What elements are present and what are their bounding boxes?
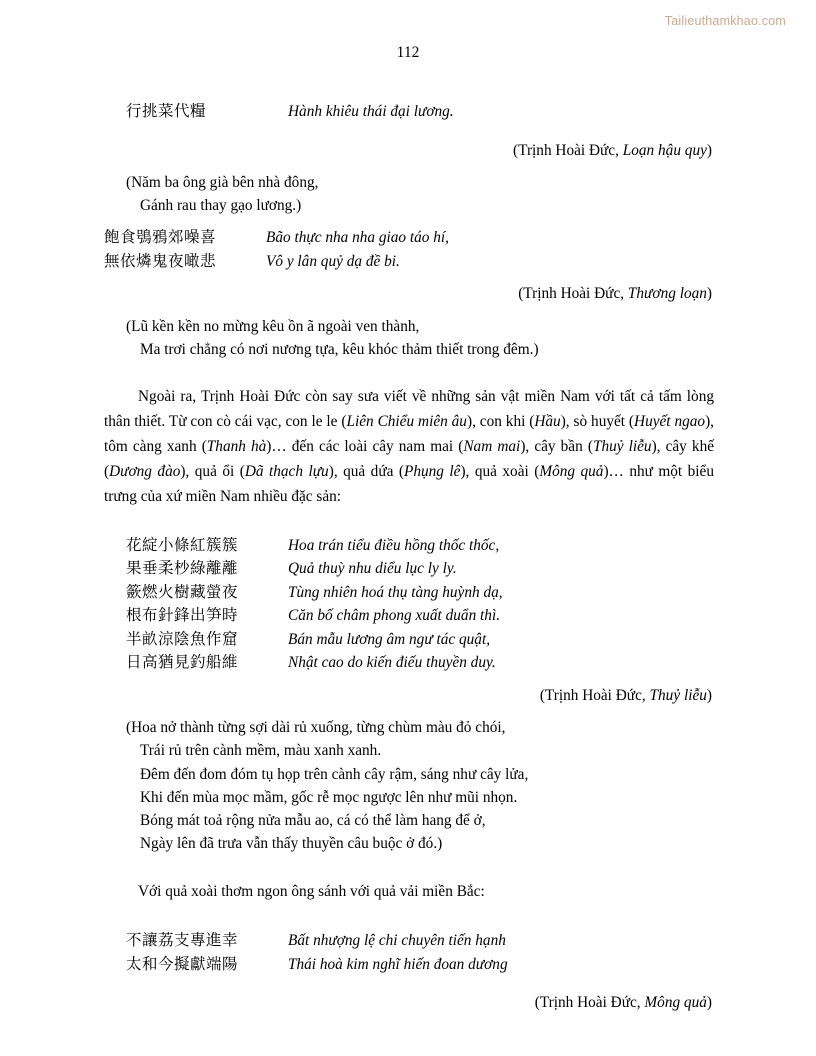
para-italic: Mông quả — [539, 462, 604, 480]
verse-line — [104, 557, 714, 581]
attribution-prefix: (Trịnh Hoài Đức, — [518, 285, 628, 303]
para-italic: Nam mai — [463, 437, 521, 455]
han-text: 花綻小條紅簇簇 — [126, 535, 239, 554]
para-italic: Huyết ngao — [634, 413, 706, 431]
han-text: 不讓荔支專進幸 — [126, 930, 239, 949]
verse-line — [104, 953, 714, 977]
gloss-line: Ngày lên đã trưa vẫn thấy thuyền câu buộc ở đó.) — [140, 835, 443, 853]
han-text: 半畝涼陰魚作窟 — [126, 629, 239, 648]
attribution-work: Thương loạn — [627, 285, 707, 303]
romanized-text: Thái hoà kim nghĩ hiến đoan dương — [288, 955, 508, 973]
attribution-work: Loạn hậu quy — [622, 141, 707, 159]
para-italic: Dã thạch lựu — [244, 462, 329, 480]
gloss-line: Gánh rau thay gạo lương.) — [140, 197, 302, 215]
para-text: ), sò huyết ( — [560, 413, 635, 431]
han-text: 太和今擬獻端陽 — [126, 954, 239, 973]
body-paragraph-1 — [104, 385, 714, 509]
para-italic: Dương đào — [109, 462, 181, 480]
attribution-4 — [104, 991, 714, 1014]
gloss-2 — [104, 315, 714, 362]
attribution-suffix: ) — [706, 994, 712, 1012]
page-number: 112 — [396, 44, 420, 61]
gloss-line: (Lũ kền kền no mừng kêu ồn ã ngoài ven thành, — [126, 317, 420, 335]
han-text: 無依燐鬼夜噉悲 — [104, 251, 217, 270]
romanized-text: Hành khiêu thái đại lương. — [288, 103, 454, 120]
gloss-line: Trái rủ trên cành mềm, màu xanh xanh. — [140, 742, 382, 760]
attribution-work: Thuỷ liễu — [649, 686, 707, 704]
gloss-1 — [104, 171, 714, 218]
romanized-text: Vô y lân quỷ dạ đề bi. — [266, 252, 400, 270]
han-text: 果垂柔杪綠離離 — [126, 559, 239, 578]
para-italic: Liên Chiểu miên âu — [346, 413, 467, 431]
attribution-2 — [104, 282, 714, 305]
verse-line — [104, 534, 714, 558]
verse-line — [104, 651, 714, 675]
para-text: ), cây khế ( — [104, 437, 715, 480]
attribution-suffix: ) — [706, 141, 712, 159]
verse-line — [104, 929, 714, 953]
romanized-text: Nhật cao do kiến điếu thuyền duy. — [288, 654, 496, 672]
romanized-text: Bão thực nha nha giao táo hí, — [266, 229, 449, 247]
verse-line — [104, 604, 714, 628]
verse-line — [104, 581, 714, 605]
para-text: ), con khi ( — [466, 413, 535, 431]
han-text: 日高猶見釣船維 — [126, 653, 239, 672]
verse-line — [104, 100, 714, 124]
han-text: 飽食鴞鴉郊噪喜 — [104, 228, 217, 247]
verse-block-1 — [104, 100, 714, 124]
attribution-prefix: (Trịnh Hoài Đức, — [539, 686, 650, 704]
verse-line — [104, 226, 714, 250]
para-text: )… đến các loài cây nam mai ( — [266, 437, 464, 455]
verse-block-2 — [104, 226, 714, 273]
gloss-line: (Hoa nở thành từng sợi dài rủ xuống, từng chùm màu đỏ chói, — [126, 719, 506, 737]
page-content — [104, 100, 714, 1014]
gloss-line: (Năm ba ông già bên nhà đông, — [126, 173, 319, 191]
para-text: )… như một biểu trưng của xứ miền Nam nhiều đặc sản: — [104, 462, 714, 505]
romanized-text: Tùng nhiên hoá thụ tàng huỳnh dạ, — [288, 583, 503, 601]
attribution-work: Mông quả — [644, 994, 707, 1012]
han-text: 根布針鋒出笋時 — [126, 606, 239, 625]
para-italic: Hầu — [534, 413, 561, 431]
gloss-line: Đêm đến đom đóm tụ họp trên cành cây rậm, sáng như cây lửa, — [140, 765, 529, 783]
verse-line — [104, 628, 714, 652]
attribution-suffix: ) — [706, 285, 712, 303]
han-text: 行挑菜代糧 — [126, 102, 207, 120]
para-text: ), tôm càng xanh ( — [104, 413, 714, 455]
para-text: ), quả ổi ( — [180, 462, 245, 480]
romanized-text: Bất nhượng lệ chi chuyên tiến hạnh — [288, 931, 506, 949]
romanized-text: Quả thuỳ nhu diểu lục ly ly. — [288, 560, 457, 578]
body-paragraph-2: Với quả xoài thơm ngon ông sánh với quả vải miền Bắc: — [138, 882, 485, 900]
attribution-prefix: (Trịnh Hoài Đức, — [534, 994, 645, 1012]
gloss-3 — [104, 716, 714, 856]
verse-block-4 — [104, 929, 714, 976]
para-italic: Thanh hà — [206, 437, 267, 455]
para-italic: Thuỷ liễu — [592, 437, 652, 455]
para-text: ), quả dứa ( — [328, 462, 404, 480]
attribution-suffix: ) — [706, 686, 712, 704]
para-italic: Phụng lê — [403, 462, 461, 480]
gloss-line: Khi đến mùa mọc mầm, gốc rễ mọc ngược lên như mũi nhọn. — [140, 788, 518, 806]
attribution-1 — [104, 139, 714, 162]
romanized-text: Căn bố châm phong xuất duẩn thì. — [288, 607, 501, 625]
para-text: ), cây bần ( — [520, 437, 593, 455]
watermark-text: Tailieuthamkhao.com — [664, 14, 786, 28]
para-text: Ngoài ra, Trịnh Hoài Đức còn say sưa viết về những sản vật miền Nam với tất cả tấm lòng thân thiết. Từ con cò cái vạc, con le le ( — [104, 388, 714, 431]
verse-block-3 — [104, 534, 714, 675]
romanized-text: Bán mẫu lương âm ngư tác quật, — [288, 630, 491, 648]
romanized-text: Hoa trán tiểu điều hồng thốc thốc, — [288, 536, 500, 554]
verse-line — [104, 250, 714, 274]
han-text: 籨燃火樹藏螢夜 — [126, 582, 239, 601]
para-text: ), quả xoài ( — [460, 462, 540, 480]
gloss-line: Ma trơi chẳng có nơi nương tựa, kêu khóc thảm thiết trong đêm.) — [140, 340, 539, 358]
gloss-line: Bóng mát toả rộng nửa mẫu ao, cá có thể làm hang để ở, — [140, 812, 486, 830]
attribution-prefix: (Trịnh Hoài Đức, — [513, 141, 623, 159]
attribution-3 — [104, 684, 714, 707]
